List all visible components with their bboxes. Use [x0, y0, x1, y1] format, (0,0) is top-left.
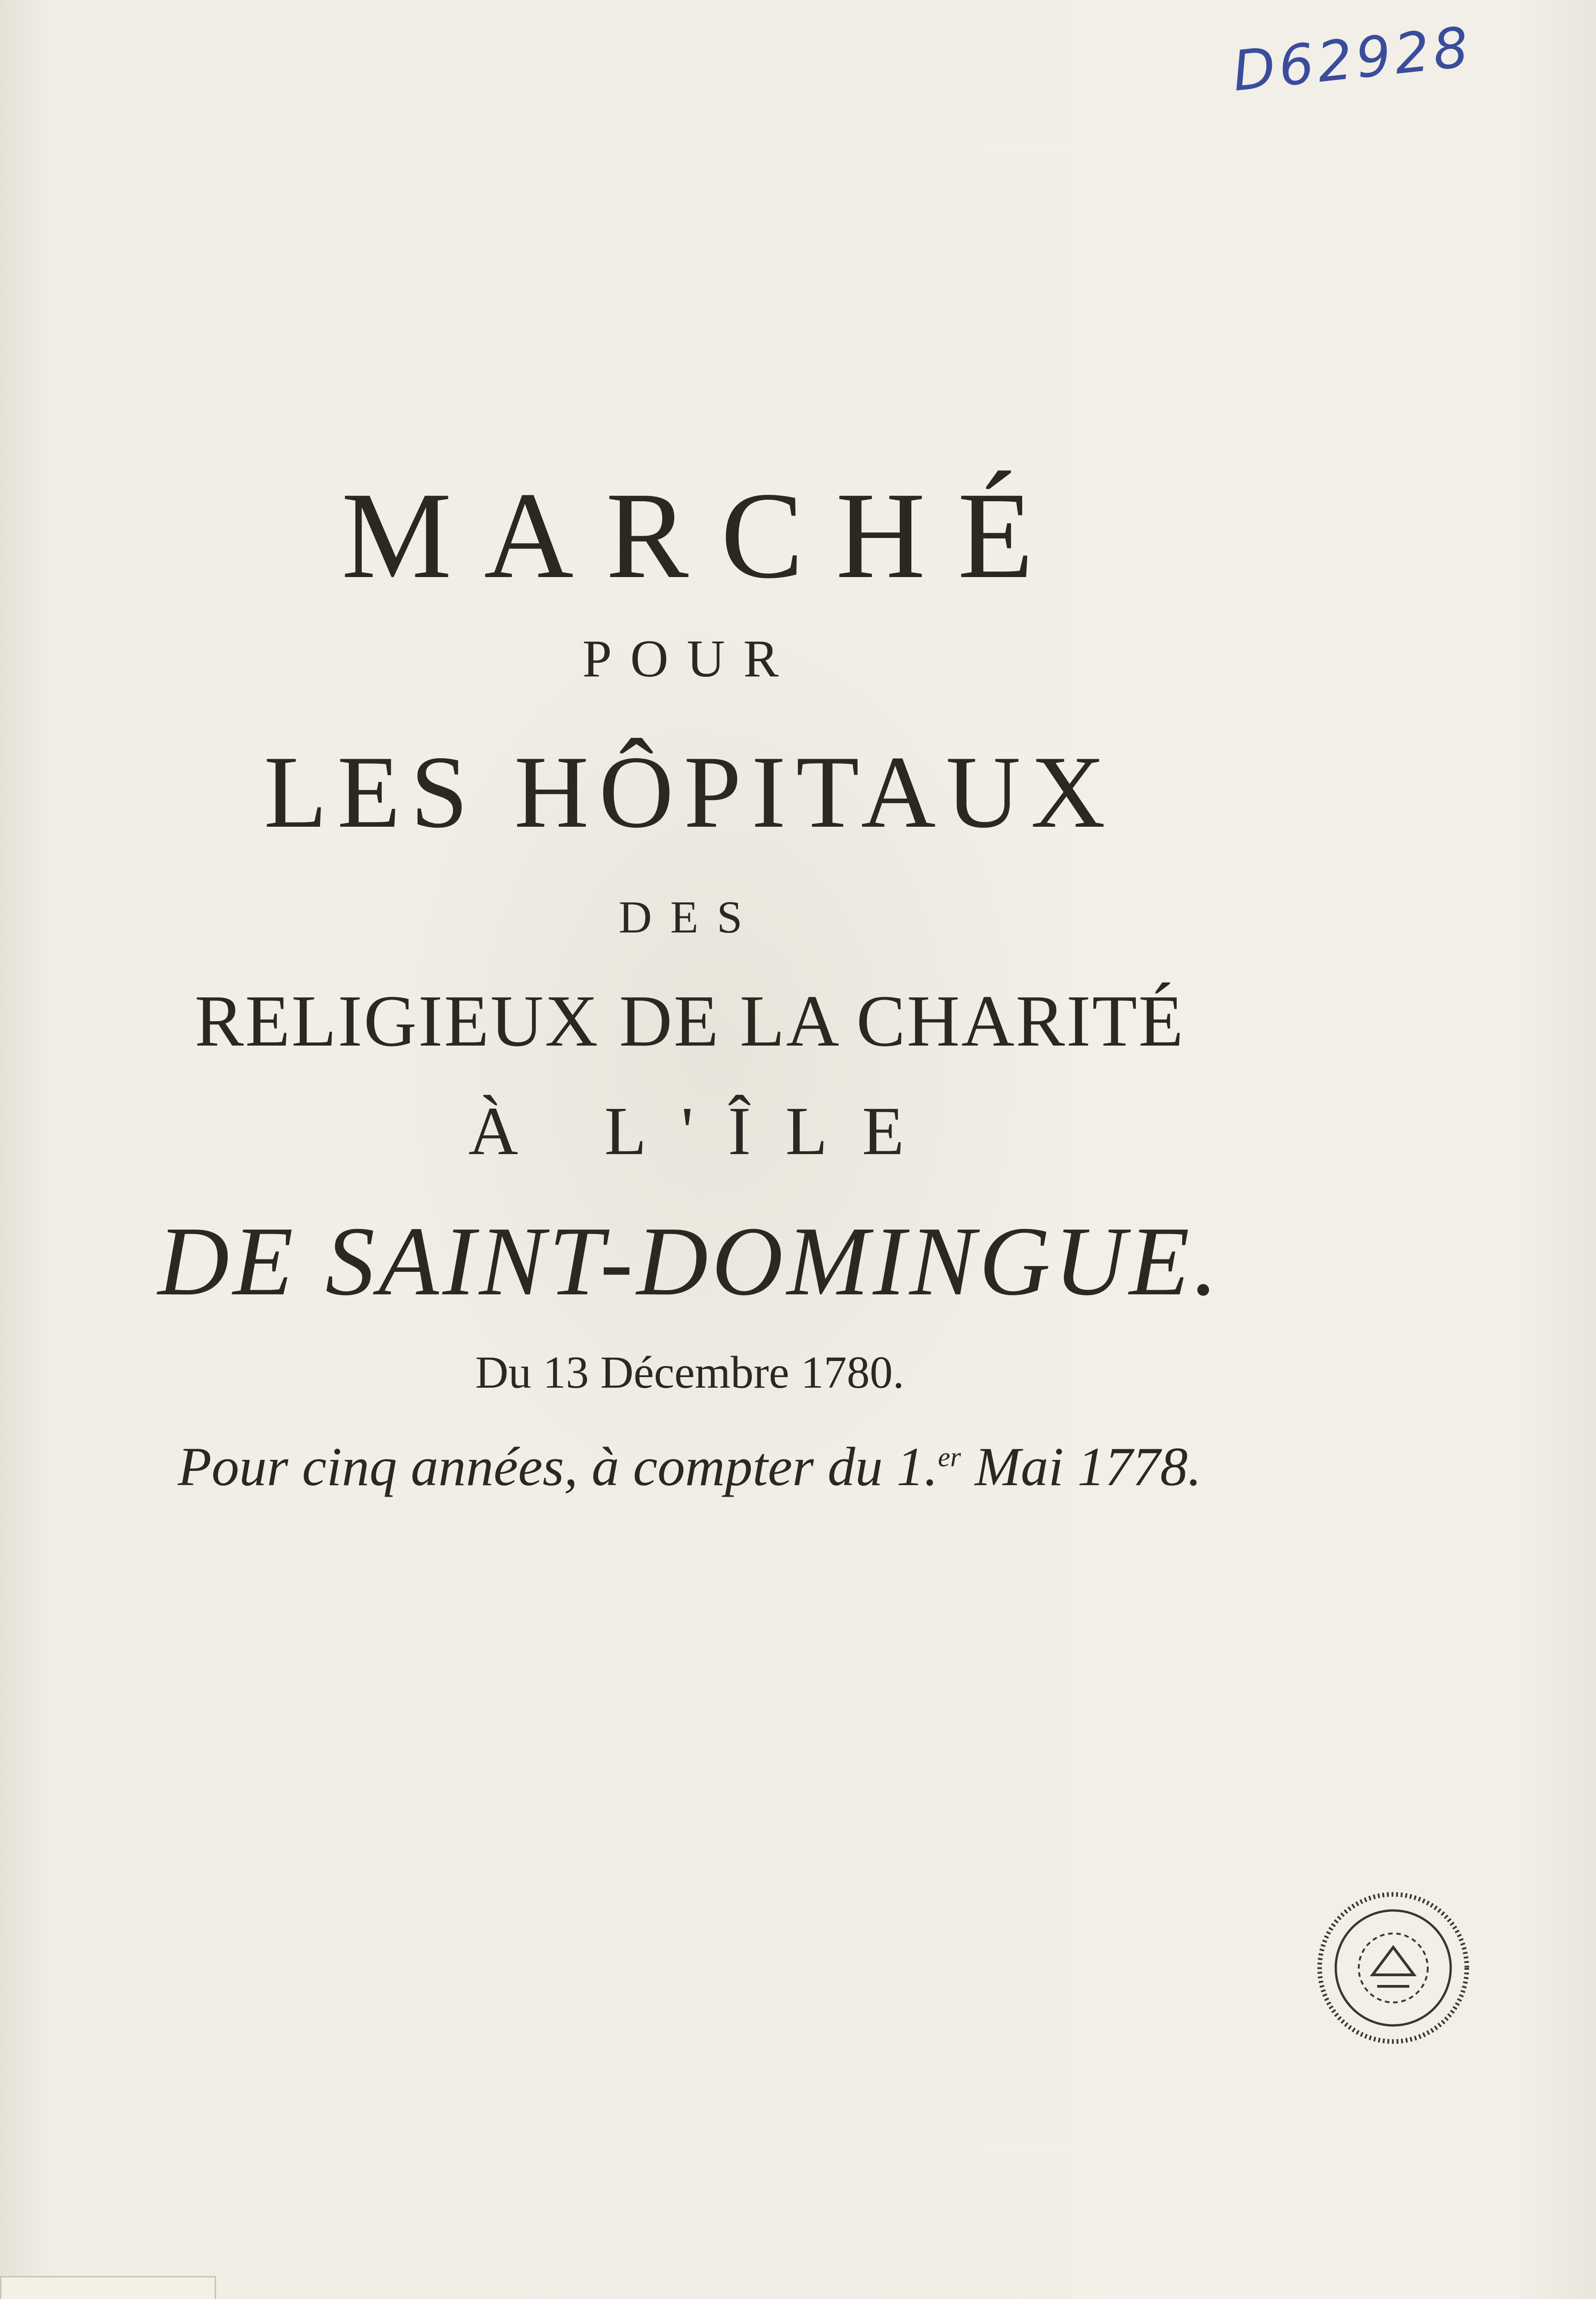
title-period: [138, 1436, 1241, 1497]
title-pour: POUR: [582, 629, 797, 688]
title-saint-domingue: DE SAINT-DOMINGUE.: [158, 1206, 1222, 1316]
period-text: Pour cinq années, à compter du 1.: [177, 1436, 938, 1497]
handwritten-shelfmark: D62928: [1230, 15, 1475, 104]
title-hopitaux: LES HÔPITAUX: [263, 734, 1116, 849]
shelf-label: [0, 2276, 216, 2299]
title-des: DES: [618, 892, 761, 943]
period-text-end: Mai 1778.: [961, 1436, 1202, 1497]
title-ile: À L'ÎLE: [468, 1093, 939, 1169]
title-marche: MARCHÉ: [341, 467, 1066, 604]
library-stamp-icon: [1313, 1887, 1474, 2048]
title-date: Du 13 Décembre 1780.: [475, 1347, 904, 1398]
period-superscript: er: [938, 1442, 961, 1472]
title-religieux: RELIGIEUX DE LA CHARITÉ: [194, 980, 1185, 1062]
title-page-text: [138, 467, 1241, 1497]
